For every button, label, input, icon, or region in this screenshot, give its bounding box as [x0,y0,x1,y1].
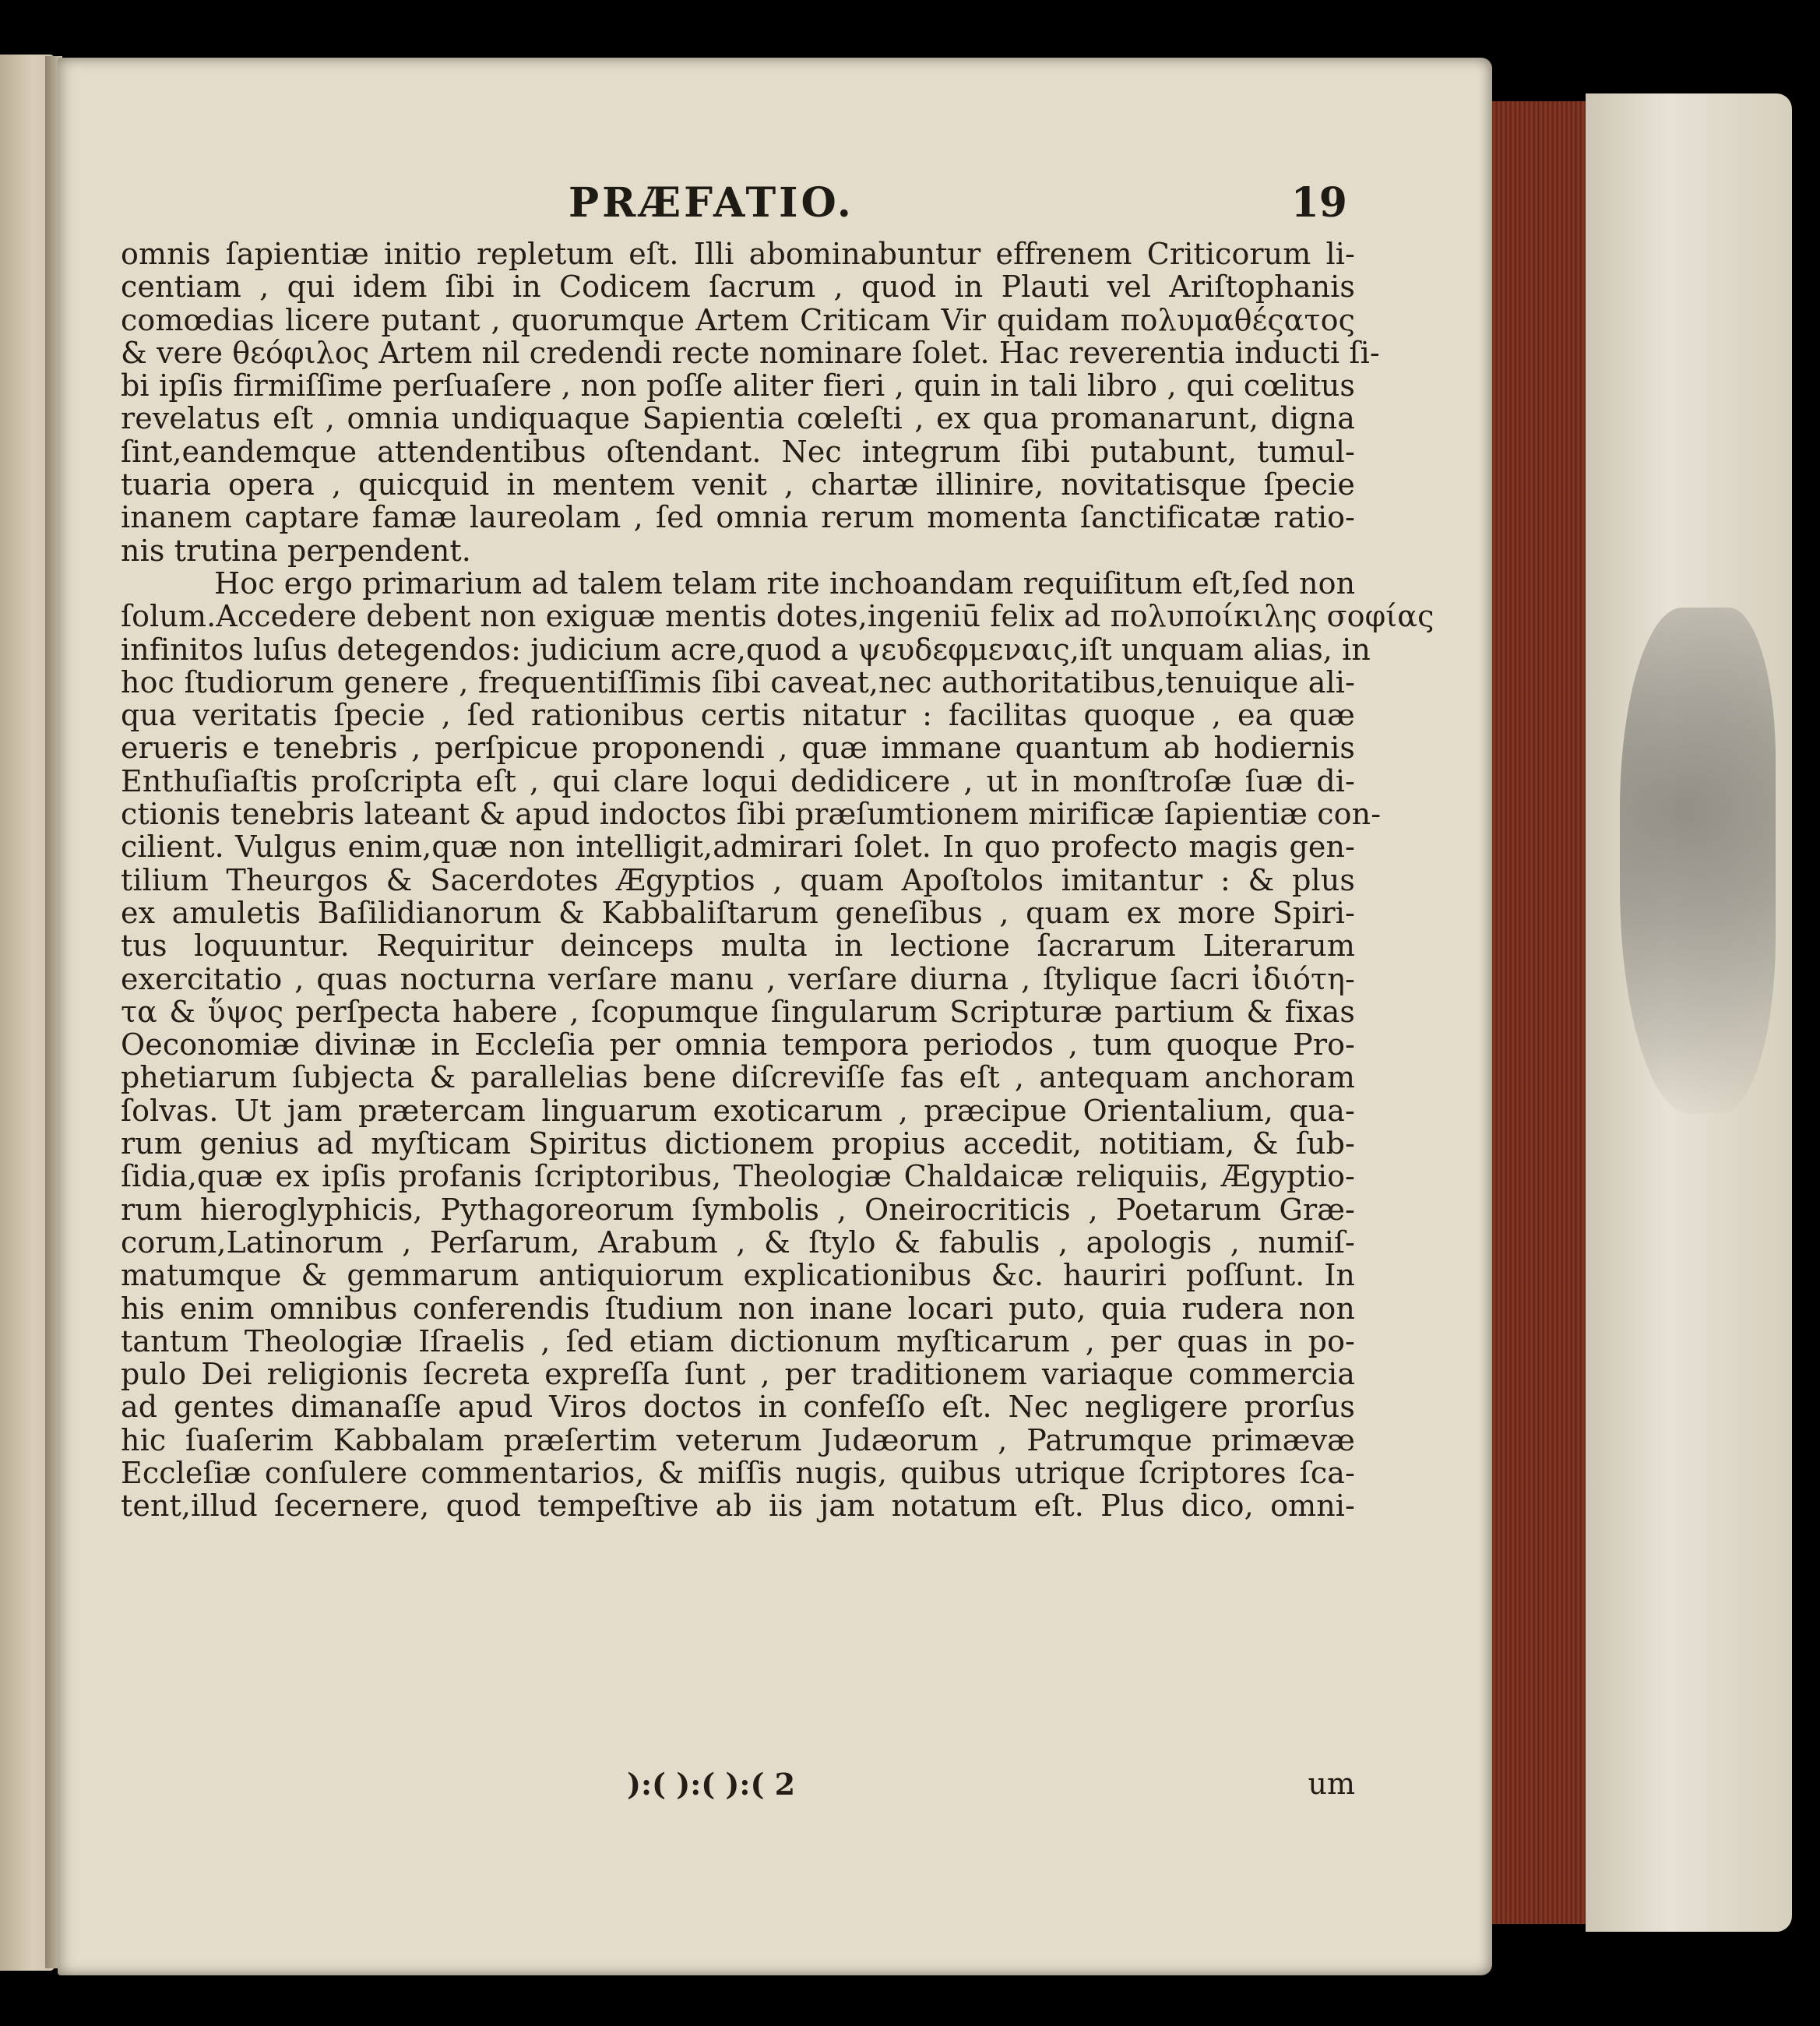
text-line: centiam , qui idem ſibi in Codicem ſacrum , quod in Plauti vel Ariſtophanis [121,270,1355,305]
text-line: Oeconomiæ divinæ in Eccleſia per omnia tempora periodos , tum quoque Pro- [121,1027,1355,1062]
text-line: matumque & gemmarum antiquiorum explicationibus &c. hauriri poſſunt. In [121,1258,1355,1293]
text-line: Eccleſiæ conſulere commentarios, & miſſis nugis, quibus utrique ſcriptores ſca- [121,1455,1355,1490]
text-line: revelatus eſt , omnia undiquaque Sapientia cœleſti , ex qua promanarunt, digna [121,401,1355,436]
text-line: tuaria opera , quicquid in mentem venit , chartæ illinire, novitatisque ſpecie [121,467,1355,502]
body-text [121,237,1435,1524]
text-line: ſidia,quæ ex ipſis profanis ſcriptoribus, Theologiæ Chaldaicæ reliquiis, Ægyptio- [121,1159,1355,1194]
text-line: his enim omnibus conferendis ſtudium non inane locari puto, quia rudera non [121,1291,1355,1326]
text-line: hic ſuaſerim Kabbalam præſertim veterum Judæorum , Patrumque primævæ [121,1422,1355,1457]
text-line: tilium Theurgos & Sacerdotes Ægyptios , quam Apoſtolos imitantur : & plus [121,862,1355,897]
text-line: bi ipſis firmiſſime perſuaſere , non poſſe aliter fieri , quin in tali libro , qui cœlitus [121,368,1355,403]
text-line: ſolum.Accedere debent non exiguæ mentis dotes,ingeniū felix ad πολυποίκιλης σοφίας [121,599,1435,634]
text-line: phetiarum ſubjecta & parallelias bene diſcreviſſe fas eſt , antequam anchoram [121,1060,1355,1095]
text-line: omnis ſapientiæ initio repletum eſt. Illi abominabuntur effrenem Criticorum li- [121,237,1355,271]
text-line: rum genius ad myſticam Spiritus dictionem propius accedit, notitiam, & ſub- [121,1126,1355,1161]
text-line: qua veritatis ſpecie , ſed rationibus certis nitatur : facilitas quoque , ea quæ [121,698,1355,733]
text-line: Hoc ergo primarium ad talem telam rite inchoandam requiſitum eſt,ſed non [214,566,1356,601]
text-line: ad gentes dimanaſſe apud Viros doctos in confeſſo eſt. Nec negligere prorſus [121,1390,1355,1425]
text-line: rum hieroglyphicis, Pythagoreorum ſymbolis , Oneirocriticis , Poetarum Græ- [121,1192,1355,1227]
text-line: infinitos luſus detegendos: judicium acre,quod a ψευδεφμεναις,iſt unquam alias, in [121,632,1371,667]
text-line: tus loquuntur. Requiritur deinceps multa in lectione ſacrarum Literarum [121,928,1355,964]
running-title: PRÆFATIO. [569,179,854,227]
catchword: um [1308,1767,1355,1801]
text-line: cilient. Vulgus enim,quæ non intelligit,admirari ſolet. In quo profecto magis gen- [121,830,1355,865]
text-line: tantum Theologiæ Iſraelis , ſed etiam dictionum myſticarum , per quas in po- [121,1323,1355,1358]
text-line: comœdias licere putant , quorumque Artem Criticam Vir quidam πολυμαθέςατος [121,302,1355,337]
text-line: exercitatio , quas nocturna verſare manu , verſare diurna , ſtylique ſacri ἰδιότη- [121,961,1355,996]
text-line: τα & ὕψος perſpecta habere , ſcopumque ſingularum Scripturæ partium & fixas [121,994,1355,1029]
text-line: ſint,eandemque attendentibus oſtendant. Nec integrum ſibi putabunt, tumul- [121,434,1355,469]
text-line: & vere θεόφιλος Artem nil credendi recte nominare ſolet. Hac reverentia inducti ſi- [121,335,1380,370]
text-line: ſolvas. Ut jam prætercam linguarum exoticarum , præcipue Orientalium, qua- [121,1093,1355,1128]
text-line: tent,illud ſecernere, quod tempeſtive ab iis jam notatum eſt. Plus dico, omni- [121,1489,1355,1524]
book-fore-edge [1492,101,1586,1924]
page-footer [121,1767,1355,1804]
text-line: inanem captare famæ laureolam , ſed omnia rerum momenta ſanctificatæ ratio- [121,500,1355,535]
text-line: erueris e tenebris , perſpicue proponendi , quæ immane quantum ab hodiernis [121,731,1355,766]
text-line: corum,Latinorum , Perſarum, Arabum , & ſtylo & fabulis , apologis , numiſ- [121,1224,1355,1260]
text-line: nis trutina perpendent. [121,533,471,568]
text-line: ctionis tenebris lateant & apud indoctos ſibi præſumtionem mirificæ ſapientiæ con- [121,797,1382,832]
text-line: pulo Dei religionis ſecreta expreſſa ſunt , per traditionem variaque commercia [121,1357,1355,1392]
text-line: hoc ſtudiorum genere , frequentiſſimis ſibi caveat,nec authoritatibus,tenuique ali- [121,664,1355,699]
page-header [101,179,1347,226]
text-line: ex amuletis Baſilidianorum & Kabbaliſtarum geneſibus , quam ex more Spiri- [121,895,1355,930]
page-number: 19 [1290,179,1347,227]
text-line: Enthuſiaſtis proſcripta eſt , qui clare loqui dedidicere , ut in monſtroſæ ſuæ di- [121,763,1355,798]
signature-mark: ):( ):( ):( 2 [627,1767,796,1802]
marbled-paper-patch [1620,608,1776,1114]
